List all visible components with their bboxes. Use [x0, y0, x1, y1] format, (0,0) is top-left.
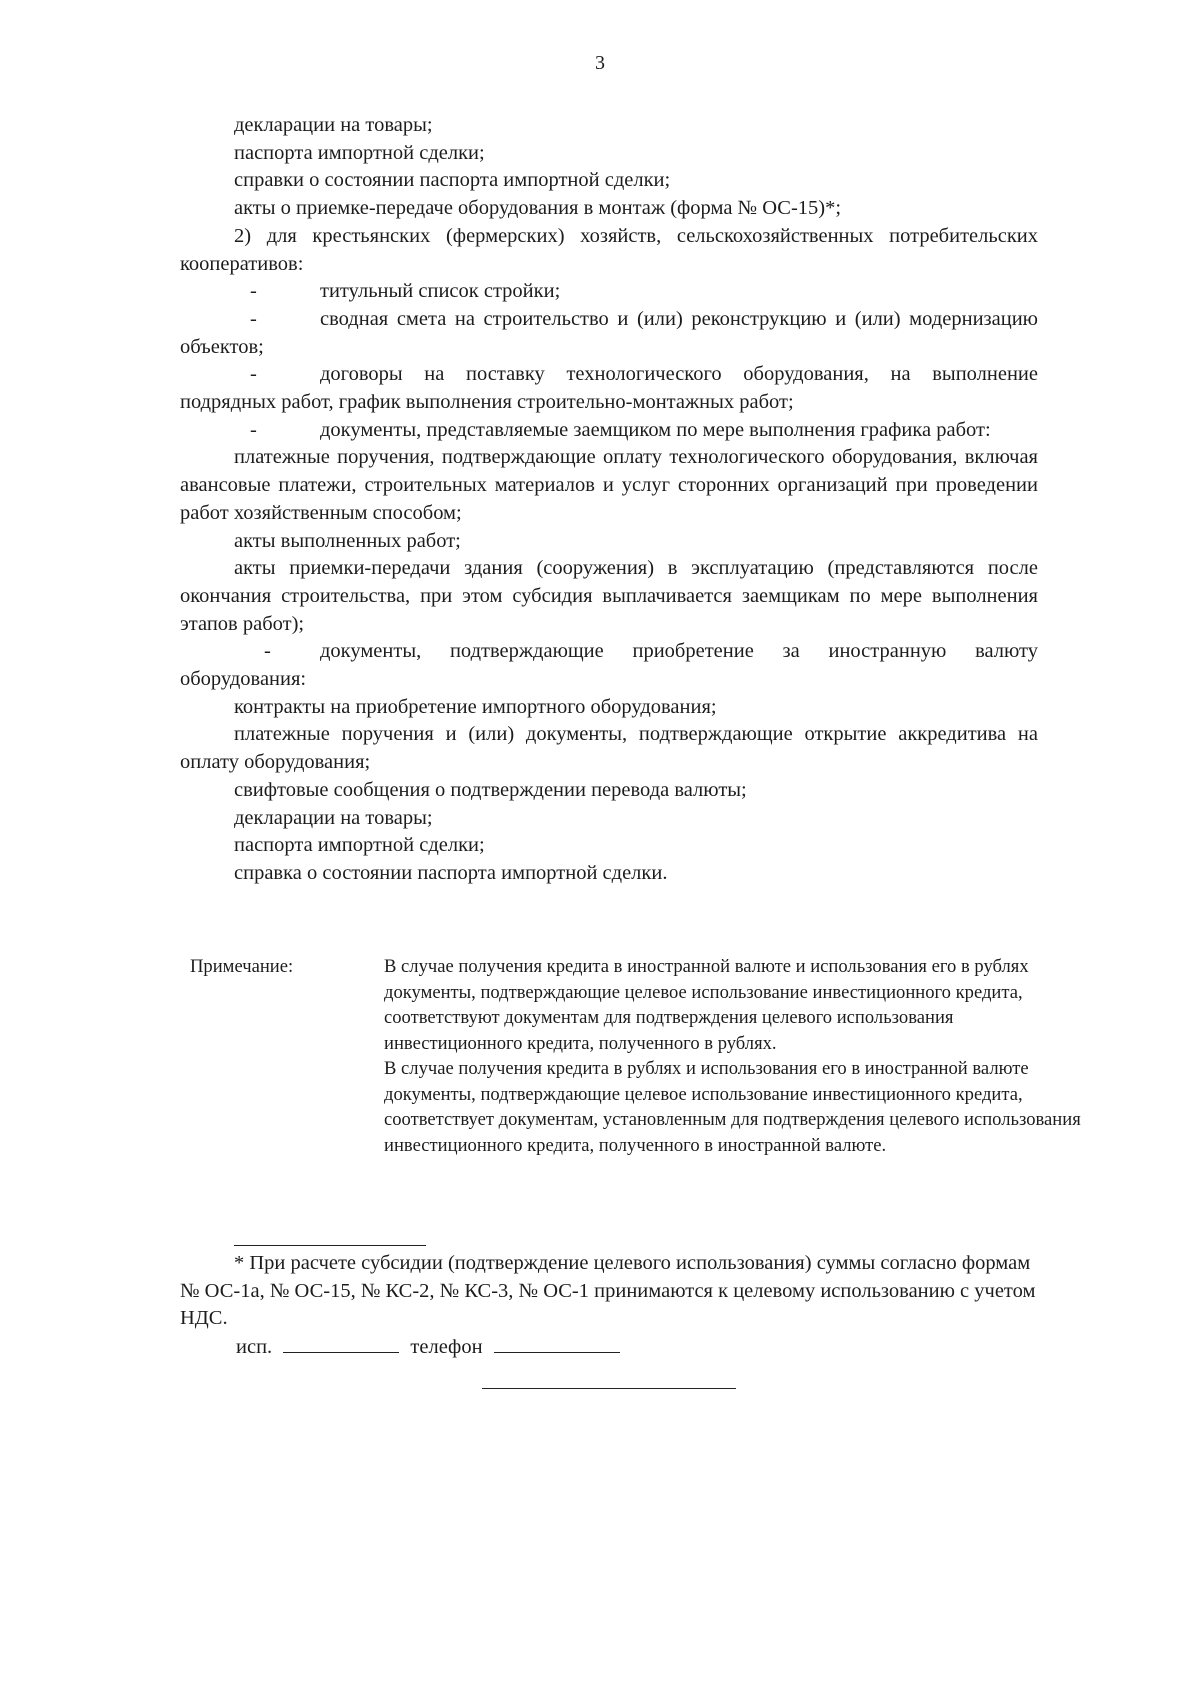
- note-paragraph: В случае получения кредита в иностранной валюте и использования его в рублях документы, подтверждающие целевое использование инвестиционного кредита, соответствуют документам для подтверждения целевого использования инвестиционного кредита, полученного в рублях.: [384, 956, 1029, 1054]
- dash-marker: -: [250, 363, 257, 386]
- end-of-document-line: [482, 1388, 736, 1389]
- executor-blank: [283, 1334, 399, 1353]
- note-text: [384, 954, 1090, 1158]
- paragraph: платежные поручения и (или) документы, подтверждающие открытие аккредитива на оплату оборудования;: [180, 723, 1038, 774]
- phone-blank: [494, 1334, 620, 1353]
- bullet-item: [180, 638, 1038, 693]
- footnote-text: * При расчете субсидии (подтверждение целевого использования) суммы согласно формам № ОС-1а, № ОС-15, № КС-2, № КС-3, № ОС-1 принимаются к целевому использованию с учетом НДС.: [180, 1252, 1036, 1329]
- executor-label: исп.: [236, 1336, 273, 1358]
- paragraph: паспорта импортной сделки;: [234, 834, 485, 857]
- contact-line: [236, 1334, 626, 1359]
- bullet-item: [180, 417, 1038, 445]
- paragraph: акты выполненных работ;: [234, 529, 461, 552]
- paragraph: справка о состоянии паспорта импортной сделки.: [234, 861, 668, 884]
- footnote-separator: [234, 1245, 426, 1246]
- dash-marker: -: [250, 307, 257, 330]
- dash-marker: -: [250, 280, 257, 303]
- paragraph: справки о состоянии паспорта импортной сделки;: [234, 169, 671, 192]
- paragraph: декларации на товары;: [234, 806, 433, 829]
- paragraph: декларации на товары;: [234, 114, 433, 136]
- paragraph: свифтовые сообщения о подтверждении перевода валюты;: [234, 778, 747, 801]
- footnote: [180, 1250, 1050, 1333]
- phone-label: телефон: [410, 1336, 483, 1358]
- bullet-text: титульный список стройки;: [320, 280, 561, 303]
- paragraph: акты о приемке-передаче оборудования в монтаж (форма № ОС-15)*;: [234, 197, 842, 220]
- note-label: Примечание:: [190, 956, 294, 977]
- paragraph: контракты на приобретение импортного оборудования;: [234, 695, 717, 718]
- paragraph: паспорта импортной сделки;: [234, 141, 485, 164]
- note-paragraph: В случае получения кредита в рублях и использования его в иностранной валюте документы, подтверждающие целевое использование инвестиционного кредита, соответствует документам, установленным для подтверждения целевого использования инвестиционного кредита, полученного в иностранной валюте.: [384, 1058, 1081, 1156]
- bullet-text: сводная смета на строительство и (или) реконструкцию и (или) модернизацию объектов;: [180, 307, 1038, 358]
- bullet-item: [180, 306, 1038, 361]
- bullet-item: [180, 361, 1038, 416]
- paragraph: платежные поручения, подтверждающие оплату технологического оборудования, включая авансовые платежи, строительных материалов и услуг сторонних организаций при проведении работ хозяйственным способом;: [180, 446, 1038, 524]
- dash-marker: -: [264, 640, 271, 663]
- dash-marker: -: [250, 418, 257, 441]
- paragraph: акты приемки-передачи здания (сооружения) в эксплуатацию (представляются после окончания строительства, при этом субсидия выплачивается заемщикам по мере выполнения этапов работ);: [180, 557, 1038, 635]
- paragraph: 2) для крестьянских (фермерских) хозяйств, сельскохозяйственных потребительских кооперативов:: [180, 224, 1038, 275]
- bullet-item: [180, 278, 1038, 306]
- document-body: [180, 112, 1038, 888]
- bullet-text: документы, представляемые заемщиком по мере выполнения графика работ:: [320, 418, 991, 441]
- page-number: 3: [595, 52, 605, 74]
- bullet-text: договоры на поставку технологического оборудования, на выполнение подрядных работ, график выполнения строительно-монтажных работ;: [180, 363, 1038, 414]
- bullet-text: документы, подтверждающие приобретение за иностранную валюту оборудования:: [180, 640, 1038, 691]
